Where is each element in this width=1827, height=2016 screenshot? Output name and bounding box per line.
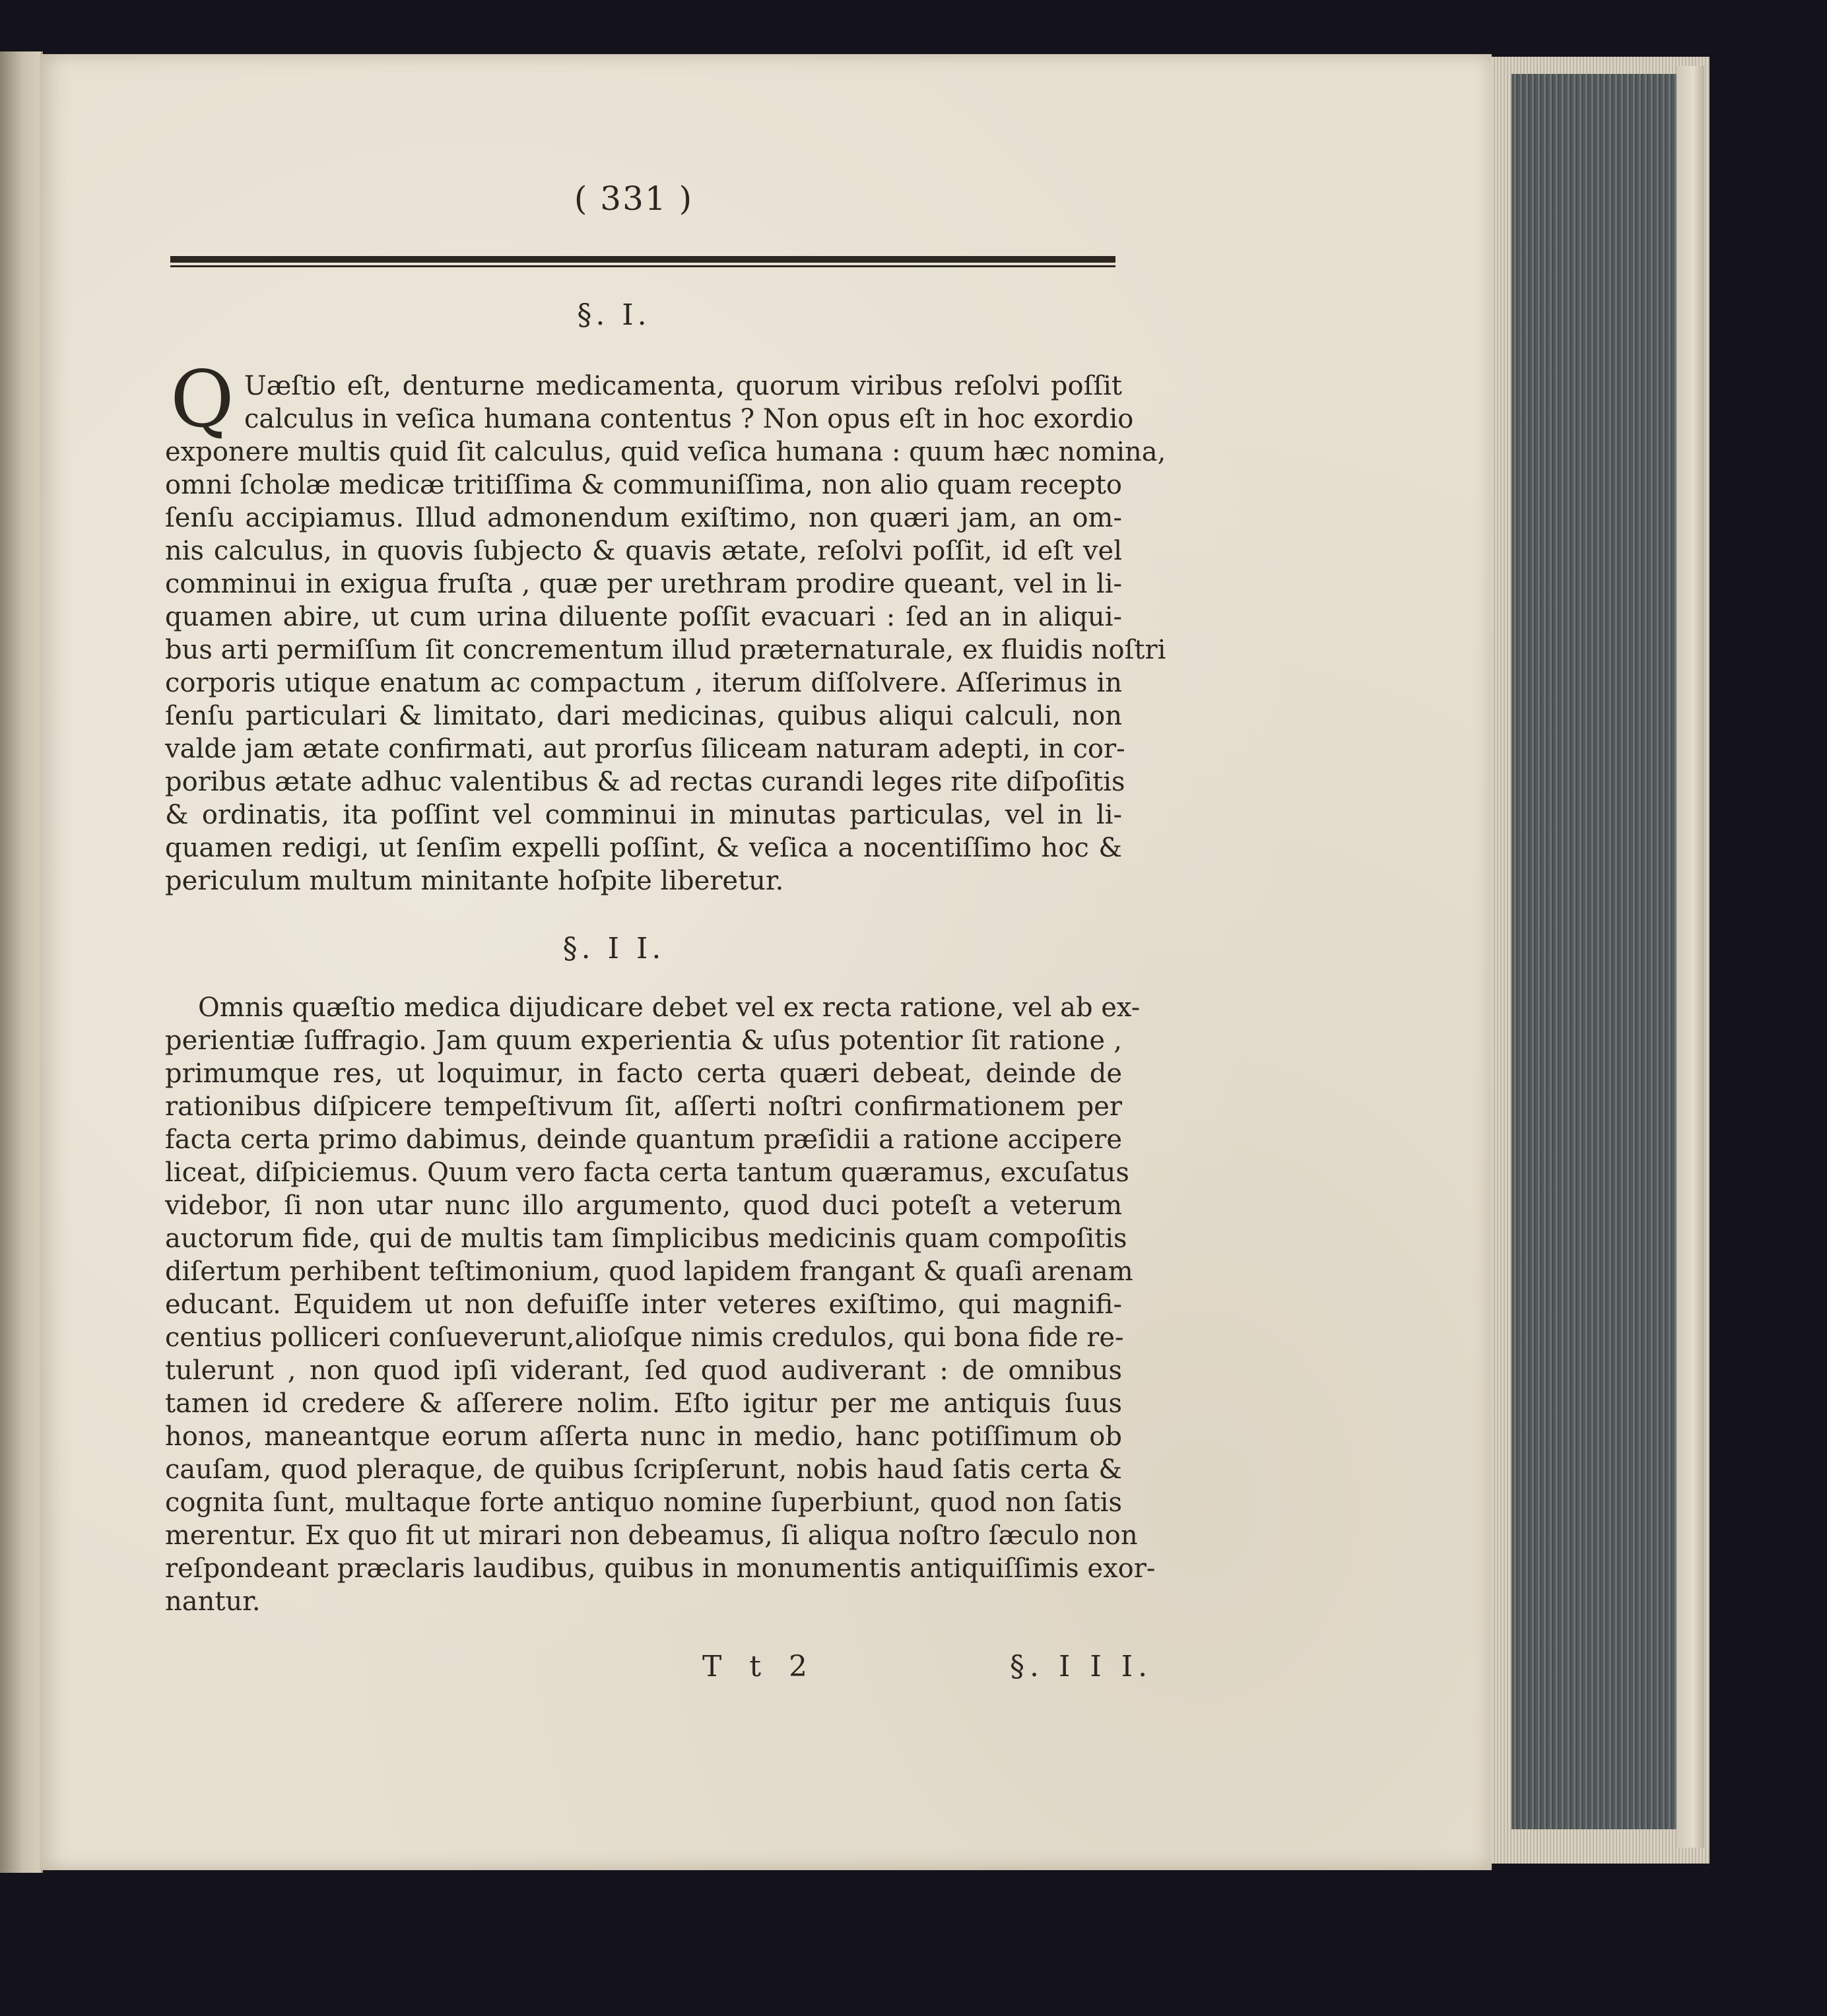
paragraph-line: educant. Equidem ut non defuiſſe inter veteres exiſtimo, qui magnifi- (165, 1289, 1122, 1320)
signature-mark: T t 2 (702, 1650, 816, 1683)
paragraph-line: auctorum fide, qui de multis tam ſimplicibus medicinis quam compoſitis (165, 1223, 1127, 1254)
paragraph-line: exponere multis quid ſit calculus, quid veſica humana : quum hæc nomina, (165, 437, 1166, 467)
paragraph-line: facta certa primo dabimus, deinde quantum præſidii a ratione accipere (165, 1124, 1122, 1155)
paragraph-line: ſenſu accipiamus. Illud admonendum exiſtimo, non quæri jam, an om- (165, 503, 1122, 533)
paragraph-line: merentur. Ex quo fit ut mirari non debeamus, ſi aliqua noſtro ſæculo non (165, 1520, 1138, 1551)
page-number-header: ( 331 ) (574, 179, 694, 218)
paragraph-line: cauſam, quod pleraque, de quibus ſcripſerunt, nobis haud ſatis certa & (165, 1454, 1122, 1485)
paragraph-line: reſpondeant præclaris laudibus, quibus in monumentis antiquiſſimis exor- (165, 1553, 1156, 1584)
paragraph-line: valde jam ætate confirmati, aut prorſus ſiliceam naturam adepti, in cor- (165, 734, 1125, 764)
book-block-edge (1511, 74, 1677, 1829)
book-cover-edge (1677, 66, 1704, 1848)
facing-page-edge (0, 51, 43, 1873)
paragraph-2 (165, 991, 1156, 1618)
paragraph-line: & ordinatis, ita poſſint vel comminui in minutas particulas, vel in li- (165, 800, 1122, 830)
paragraph-line: bus arti permiſſum ſit concrementum illud præternaturale, ex fluidis noſtri (165, 635, 1166, 665)
section-heading-1: §. I. (577, 298, 651, 332)
paragraph-line: Omnis quæſtio medica dijudicare debet vel ex recta ratione, vel ab ex- (198, 992, 1141, 1023)
section-heading-2: §. I I. (562, 932, 665, 965)
paragraph-line: liceat, diſpiciemus. Quum vero facta certa tantum quæramus, excuſatus (165, 1157, 1129, 1188)
paragraph-1 (165, 370, 1166, 897)
paragraph-line: nis calculus, in quovis ſubjecto & quavis ætate, reſolvi poſſit, id eſt vel (165, 536, 1122, 566)
paragraph-line: honos, maneantque eorum aſſerta nunc in medio, hanc potiſſimum ob (165, 1421, 1122, 1452)
catchword: §. I I I. (1010, 1650, 1153, 1683)
paragraph-line: videbor, ſi non utar nunc illo argumento, quod duci poteſt a veterum (165, 1190, 1122, 1221)
paragraph-line: tamen id credere & aſſerere nolim. Eſto igitur per me antiquis ſuus (165, 1388, 1122, 1419)
paragraph-line: diſertum perhibent teſtimonium, quod lapidem frangant & quaſi arenam (165, 1256, 1133, 1287)
paragraph-line: centius polliceri conſueverunt,alioſque nimis credulos, qui bona fide re- (165, 1322, 1124, 1353)
paragraph-line: calculus in veſica humana contentus ? Non opus eſt in hoc exordio (244, 404, 1134, 434)
paragraph-line: rationibus diſpicere tempeſtivum ſit, aſſerti noſtri confirmationem per (165, 1091, 1122, 1122)
paragraph-line: Uæſtio eſt, denturne medicamenta, quorum viribus reſolvi poſſit (244, 371, 1122, 401)
paragraph-line: quamen abire, ut cum urina diluente poſſit evacuari : ſed an in aliqui- (165, 602, 1122, 632)
paragraph-line: omni ſcholæ medicæ tritiſſima & communiſſima, non alio quam recepto (165, 470, 1122, 500)
paragraph-line: nantur. (165, 1586, 261, 1617)
paragraph-line: corporis utique enatum ac compactum , iterum diſſolvere. Aſſerimus in (165, 668, 1122, 698)
paragraph-line: perientiæ ſuffragio. Jam quum experientia & uſus potentior ſit ratione , (165, 1025, 1122, 1056)
paragraph-line: quamen redigi, ut ſenſim expelli poſſint, & veſica a nocentiſſimo hoc & (165, 833, 1122, 863)
paragraph-line: ſenſu particulari & limitato, dari medicinas, quibus aliqui calculi, non (165, 701, 1122, 731)
paragraph-line: comminui in exigua fruſta , quæ per urethram prodire queant, vel in li- (165, 569, 1122, 599)
paragraph-line: periculum multum minitante hoſpite liberetur. (165, 866, 784, 896)
paragraph-line: tulerunt , non quod ipſi viderant, ſed quod audiverant : de omnibus (165, 1355, 1122, 1386)
drop-cap: Q (170, 354, 234, 445)
paragraph-line: poribus ætate adhuc valentibus & ad rectas curandi leges rite diſpoſitis (165, 767, 1125, 797)
paragraph-line: primumque res, ut loquimur, in facto certa quæri debeat, deinde de (165, 1058, 1122, 1089)
header-rule (170, 252, 1115, 268)
paragraph-line: cognita ſunt, multaque forte antiquo nomine ſuperbiunt, quod non ſatis (165, 1487, 1122, 1518)
